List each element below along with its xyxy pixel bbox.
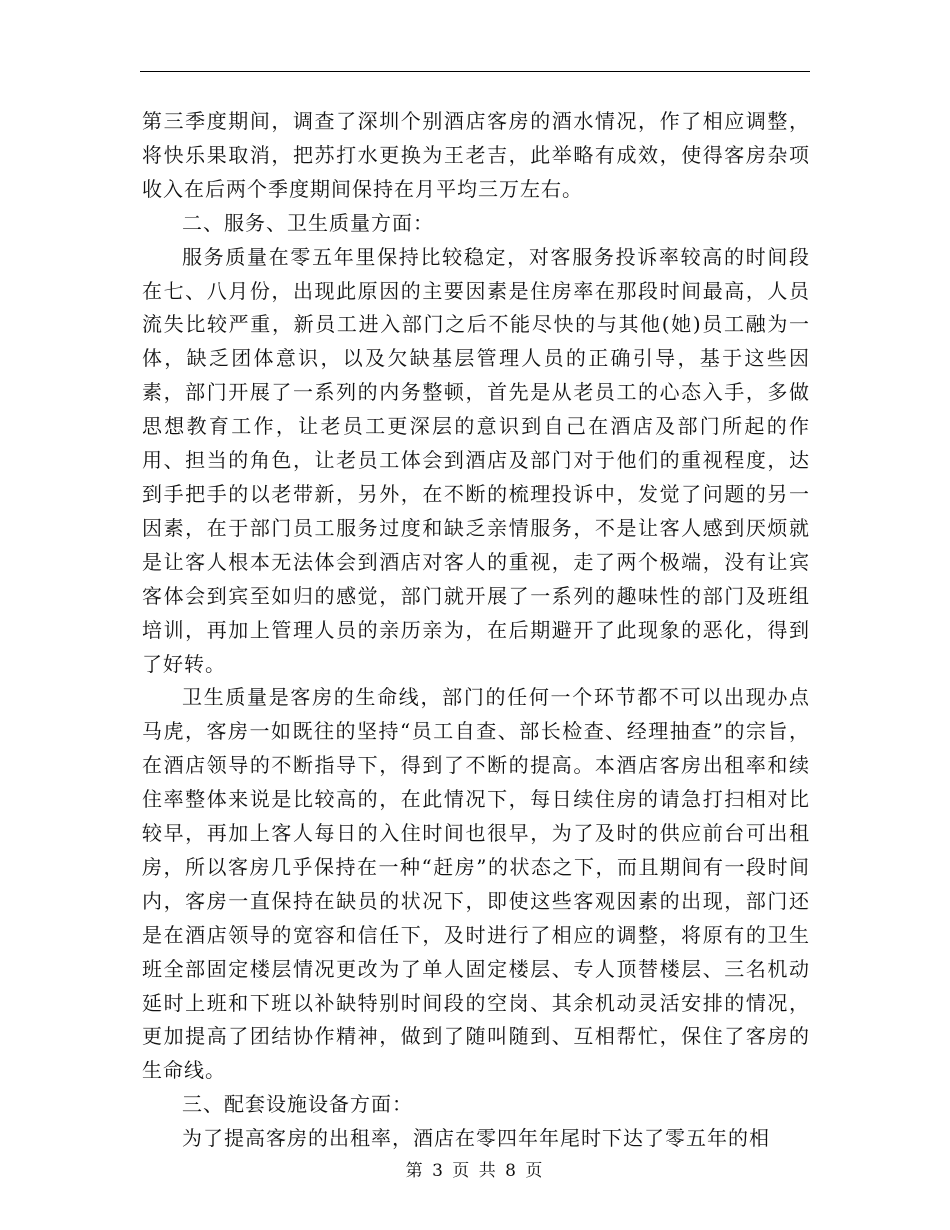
page-number-footer: 第 3 页 共 8 页 — [405, 1161, 545, 1181]
paragraph-continuation: 第三季度期间，调查了深圳个别酒店客房的酒水情况，作了相应调整，将快乐果取消，把苏打水更换为王老吉，此举略有成效，使得客房杂项收入在后两个季度期间保持在月平均三万左右。 — [142, 109, 810, 201]
header-rule — [140, 71, 810, 72]
section-heading-facilities: 三、配套设施设备方面： — [182, 1092, 413, 1117]
paragraph-facilities: 为了提高客房的出租率，酒店在零四年年尾时下达了零五年的相 — [182, 1126, 770, 1151]
section-heading-service-hygiene: 二、服务、卫生质量方面： — [182, 210, 434, 235]
paragraph-hygiene-quality: 卫生质量是客房的生命线，部门的任何一个环节都不可以出现办点马虎，客房一如既往的坚持“员工自查、部长检查、经理抽查”的宗旨，在酒店领导的不断指导下，得到了不断的提高。本酒店客房出租率和续住率整体来说是比较高的，在此情况下，每日续住房的请急打扫相对比较早，再加上客人每日的入住时间也很早，为了及时的供应前台可出租房，所以客房几乎保持在一种“赶房”的状态之下，而且期间有一段时间内，客房一直保持在缺员的状况下，即使这些客观因素的出现，部门还是在酒店领导的宽容和信任下，及时进行了相应的调整，将原有的卫生班全部固定楼层情况更改为了单人固定楼层、专人顶替楼层、三名机动延时上班和下班以补缺特别时间段的空岗、其余机动灵活安排的情况，更加提高了团结协作精神，做到了随叫随到、互相帮忙，保住了客房的生命线。 — [142, 685, 810, 1083]
paragraph-service-quality: 服务质量在零五年里保持比较稳定，对客服务投诉率较高的时间段在七、八月份，出现此原因的主要因素是住房率在那段时间最高，人员流失比较严重，新员工进入部门之后不能尽快的与其他(她)员工融为一体，缺乏团体意识，以及欠缺基层管理人员的正确引导，基于这些因素，部门开展了一系列的内务整顿，首先是从老员工的心态入手，多做思想教育工作，让老员工更深层的意识到自己在酒店及部门所起的作用、担当的角色，让老员工体会到酒店及部门对于他们的重视程度，达到手把手的以老带新，另外，在不断的梳理投诉中，发觉了问题的另一因素，在于部门员工服务过度和缺乏亲情服务，不是让客人感到厌烦就是让客人根本无法体会到酒店对客人的重视，走了两个极端，没有让宾客体会到宾至如归的感觉，部门就开展了一系列的趣味性的部门及班组培训，再加上管理人员的亲历亲为，在后期避开了此现象的恶化，得到了好转。 — [142, 244, 810, 676]
document-body — [142, 105, 810, 1156]
